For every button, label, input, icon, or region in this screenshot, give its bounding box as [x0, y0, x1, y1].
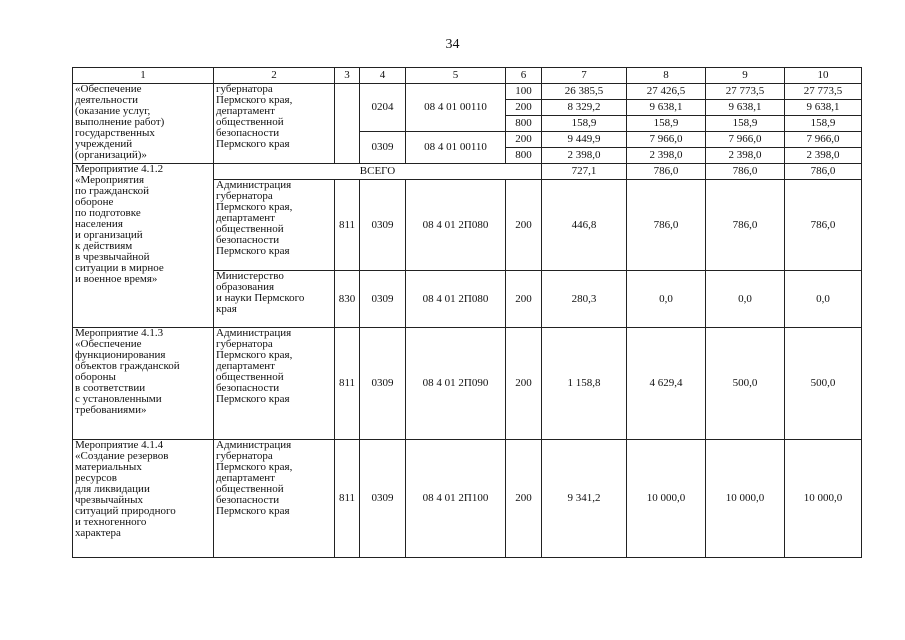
value-9: 10 000,0 — [706, 440, 785, 558]
value-8: 9 638,1 — [627, 100, 706, 116]
article-code: 08 4 01 00110 — [406, 84, 506, 132]
col-header: 7 — [542, 68, 627, 84]
section-code: 0309 — [360, 271, 406, 328]
value-9: 500,0 — [706, 328, 785, 440]
grbs-cell — [335, 84, 360, 164]
section-code: 0309 — [360, 180, 406, 271]
grbs-code: 811 — [335, 440, 360, 558]
expense-type: 200 — [506, 132, 542, 148]
value-10: 27 773,5 — [785, 84, 862, 100]
value-9: 2 398,0 — [706, 148, 785, 164]
activity-description: Мероприятие 4.1.2 «Мероприятия по гражданской обороне по подготовке населения и организаций к действиям в чрезвычайной ситуации в мирное и военное время» — [73, 164, 214, 328]
col-header: 9 — [706, 68, 785, 84]
value-7: 1 158,8 — [542, 328, 627, 440]
value-8: 0,0 — [627, 271, 706, 328]
expense-type: 100 — [506, 84, 542, 100]
section-code: 0309 — [360, 440, 406, 558]
responsible-org: Администрация губернатора Пермского края, департамент общественной безопасности Пермского края — [214, 180, 335, 271]
expense-type: 800 — [506, 116, 542, 132]
total-label: ВСЕГО — [214, 164, 542, 180]
value-7: 727,1 — [542, 164, 627, 180]
col-header: 5 — [406, 68, 506, 84]
value-8: 786,0 — [627, 180, 706, 271]
value-10: 10 000,0 — [785, 440, 862, 558]
expense-type: 200 — [506, 100, 542, 116]
value-8: 10 000,0 — [627, 440, 706, 558]
value-7: 9 449,9 — [542, 132, 627, 148]
value-8: 4 629,4 — [627, 328, 706, 440]
value-8: 158,9 — [627, 116, 706, 132]
section-code: 0204 — [360, 84, 406, 132]
value-8: 27 426,5 — [627, 84, 706, 100]
value-9: 9 638,1 — [706, 100, 785, 116]
value-10: 786,0 — [785, 180, 862, 271]
header-row — [73, 68, 862, 84]
responsible-org: Администрация губернатора Пермского края, департамент общественной безопасности Пермского края — [214, 328, 335, 440]
expense-type: 200 — [506, 440, 542, 558]
col-header: 3 — [335, 68, 360, 84]
table-row — [73, 84, 862, 100]
value-7: 158,9 — [542, 116, 627, 132]
article-code: 08 4 01 2П100 — [406, 440, 506, 558]
grbs-code: 830 — [335, 271, 360, 328]
value-7: 8 329,2 — [542, 100, 627, 116]
value-9: 7 966,0 — [706, 132, 785, 148]
value-7: 26 385,5 — [542, 84, 627, 100]
activity-description: Мероприятие 4.1.3 «Обеспечение функционирования объектов гражданской обороны в соответствии с установленными требованиями» — [73, 328, 214, 440]
activity-description: Мероприятие 4.1.4 «Создание резервов материальных ресурсов для ликвидации чрезвычайных ситуаций природного и техногенного характера — [73, 440, 214, 558]
responsible-org: Министерство образования и науки Пермского края — [214, 271, 335, 328]
value-10: 2 398,0 — [785, 148, 862, 164]
value-9: 0,0 — [706, 271, 785, 328]
col-header: 2 — [214, 68, 335, 84]
expense-type: 200 — [506, 271, 542, 328]
value-8: 2 398,0 — [627, 148, 706, 164]
table-row — [73, 328, 862, 440]
value-9: 786,0 — [706, 164, 785, 180]
grbs-code: 811 — [335, 180, 360, 271]
page-number: 34 — [445, 37, 460, 52]
article-code: 08 4 01 00110 — [406, 132, 506, 164]
value-10: 9 638,1 — [785, 100, 862, 116]
value-9: 27 773,5 — [706, 84, 785, 100]
col-header: 4 — [360, 68, 406, 84]
responsible-org: Администрация губернатора Пермского края, департамент общественной безопасности Пермского края — [214, 440, 335, 558]
value-10: 7 966,0 — [785, 132, 862, 148]
col-header: 10 — [785, 68, 862, 84]
value-7: 280,3 — [542, 271, 627, 328]
value-10: 500,0 — [785, 328, 862, 440]
table-row — [73, 164, 862, 180]
article-code: 08 4 01 2П090 — [406, 328, 506, 440]
value-10: 158,9 — [785, 116, 862, 132]
responsible-org: губернатора Пермского края, департамент общественной безопасности Пермского края — [214, 84, 335, 164]
value-8: 7 966,0 — [627, 132, 706, 148]
col-header: 6 — [506, 68, 542, 84]
grbs-code: 811 — [335, 328, 360, 440]
value-10: 0,0 — [785, 271, 862, 328]
col-header: 1 — [73, 68, 214, 84]
activity-description: «Обеспечение деятельности (оказание услуг, выполнение работ) государственных учреждений (организаций)» — [73, 84, 214, 164]
col-header: 8 — [627, 68, 706, 84]
table-row — [73, 440, 862, 558]
article-code: 08 4 01 2П080 — [406, 180, 506, 271]
section-code: 0309 — [360, 328, 406, 440]
value-9: 786,0 — [706, 180, 785, 271]
value-9: 158,9 — [706, 116, 785, 132]
value-7: 446,8 — [542, 180, 627, 271]
article-code: 08 4 01 2П080 — [406, 271, 506, 328]
value-7: 2 398,0 — [542, 148, 627, 164]
expense-type: 200 — [506, 180, 542, 271]
value-7: 9 341,2 — [542, 440, 627, 558]
section-code: 0309 — [360, 132, 406, 164]
value-10: 786,0 — [785, 164, 862, 180]
expense-type: 200 — [506, 328, 542, 440]
value-8: 786,0 — [627, 164, 706, 180]
expense-type: 800 — [506, 148, 542, 164]
budget-table — [72, 67, 862, 558]
